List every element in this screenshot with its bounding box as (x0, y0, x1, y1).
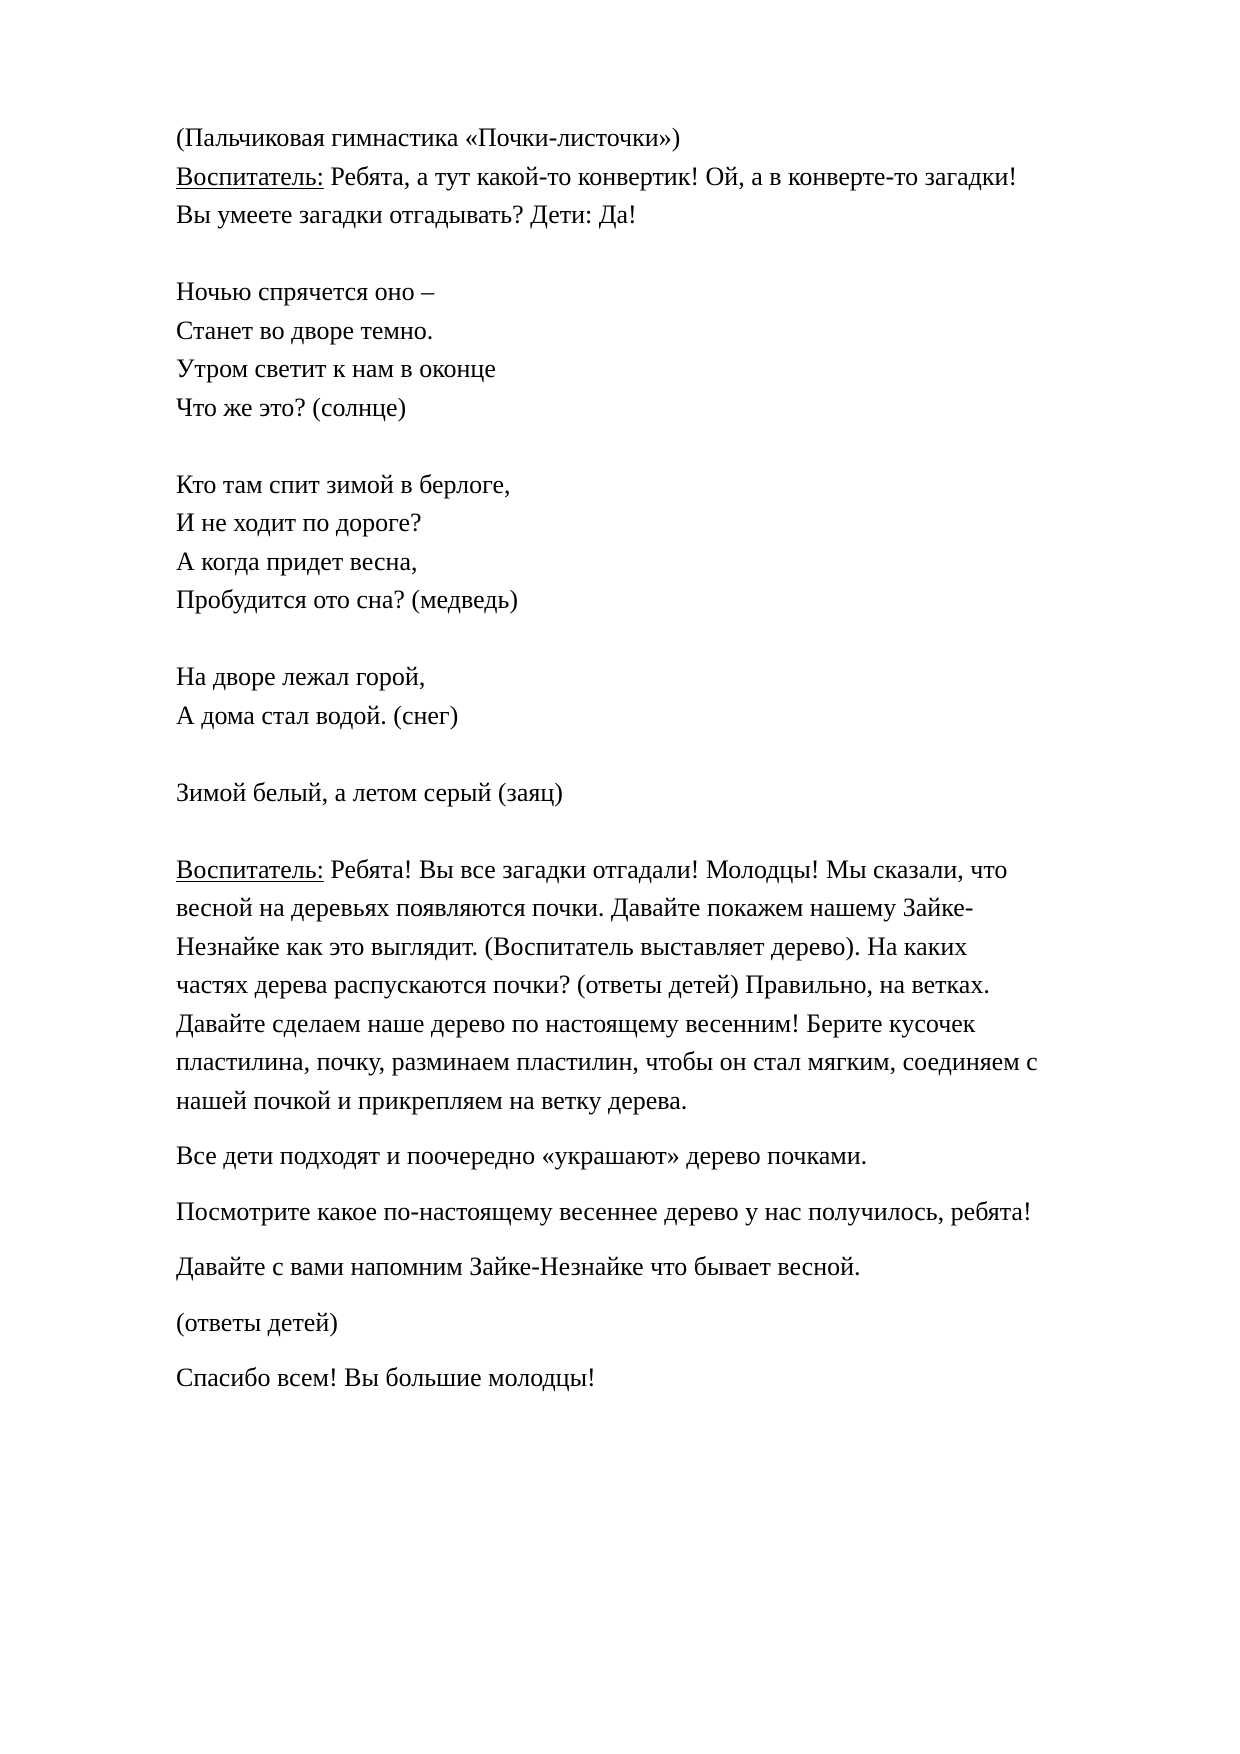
paragraph-line: Незнайке как это выглядит. (Воспитатель выставляет дерево). На каких (176, 931, 968, 961)
intro-line-2: Вы умеете загадки отгадывать? Дети: Да! (176, 200, 637, 229)
paragraph-spacing (176, 1176, 1156, 1193)
speaker-label: Воспитатель: (176, 161, 324, 191)
closing-line-children-decorate: Все дети подходят и поочередно «украшают» дерево почками. (176, 1141, 868, 1170)
gymnastics-note: (Пальчиковая гимнастика «Почки-листочки») (176, 123, 681, 152)
paragraph-spacing (176, 1231, 1156, 1248)
speaker-label: Воспитатель: (176, 854, 324, 884)
riddle-line: Станет во дворе темно. (176, 315, 434, 345)
riddle-line: А когда придет весна, (176, 546, 418, 576)
main-paragraph-line-1 (176, 851, 1156, 890)
blank-line (176, 812, 1156, 851)
document-text (176, 119, 1156, 1398)
paragraph-line: частях дерева распускаются почки? (ответы детей) Правильно, на ветках. (176, 970, 990, 999)
main-paragraph (176, 851, 1156, 1121)
riddle-line: Кто там спит зимой в берлоге, (176, 469, 511, 499)
riddle-line: И не ходит по дороге? (176, 508, 422, 537)
riddle-line: Ночью спрячется оно – (176, 277, 435, 306)
intro-line-1 (176, 158, 1156, 197)
closing-line-thanks: Спасибо всем! Вы большие молодцы! (176, 1363, 596, 1392)
riddle-line: Утром светит к нам в оконце (176, 354, 496, 383)
blank-line (176, 620, 1156, 659)
main-paragraph-line-1-text: Ребята! Вы все загадки отгадали! Молодцы! Мы сказали, что (323, 854, 1008, 884)
riddle-line: На дворе лежал горой, (176, 662, 426, 691)
blank-line (176, 427, 1156, 466)
closing-line-look-tree: Посмотрите какое по-настоящему весеннее дерево у нас получилось, ребята! (176, 1196, 1032, 1226)
paragraph-line: пластилина, почку, разминаем пластилин, чтобы он стал мягким, соединяем с (176, 1047, 1038, 1076)
blank-line (176, 235, 1156, 274)
riddle-sun (176, 273, 1156, 427)
riddle-snow (176, 658, 1156, 735)
intro-line-1-text: Ребята, а тут какой-то конвертик! Ой, а в конверте-то загадки! (323, 161, 1018, 191)
closing-line-children-answers: (ответы детей) (176, 1307, 338, 1337)
riddle-line: Зимой белый, а летом серый (заяц) (176, 777, 563, 807)
paragraph-line: Давайте сделаем наше дерево по настоящему весенним! Берите кусочек (176, 1008, 976, 1038)
riddle-bear (176, 466, 1156, 620)
closing-line-remind-spring: Давайте с вами напомним Зайке-Незнайке что бывает весной. (176, 1252, 861, 1281)
paragraph-spacing (176, 1120, 1156, 1137)
paragraph-spacing (176, 1342, 1156, 1359)
blank-line (176, 735, 1156, 774)
riddle-hare (176, 774, 1156, 813)
riddle-line: Пробудится ото сна? (медведь) (176, 585, 519, 614)
riddle-line: Что же это? (солнце) (176, 392, 407, 422)
paragraph-line: нашей почкой и прикрепляем на ветку дерева. (176, 1085, 688, 1115)
paragraph-spacing (176, 1287, 1156, 1304)
riddle-line: А дома стал водой. (снег) (176, 700, 459, 730)
paragraph-line: весной на деревьях появляются почки. Давайте покажем нашему Зайке- (176, 893, 974, 922)
